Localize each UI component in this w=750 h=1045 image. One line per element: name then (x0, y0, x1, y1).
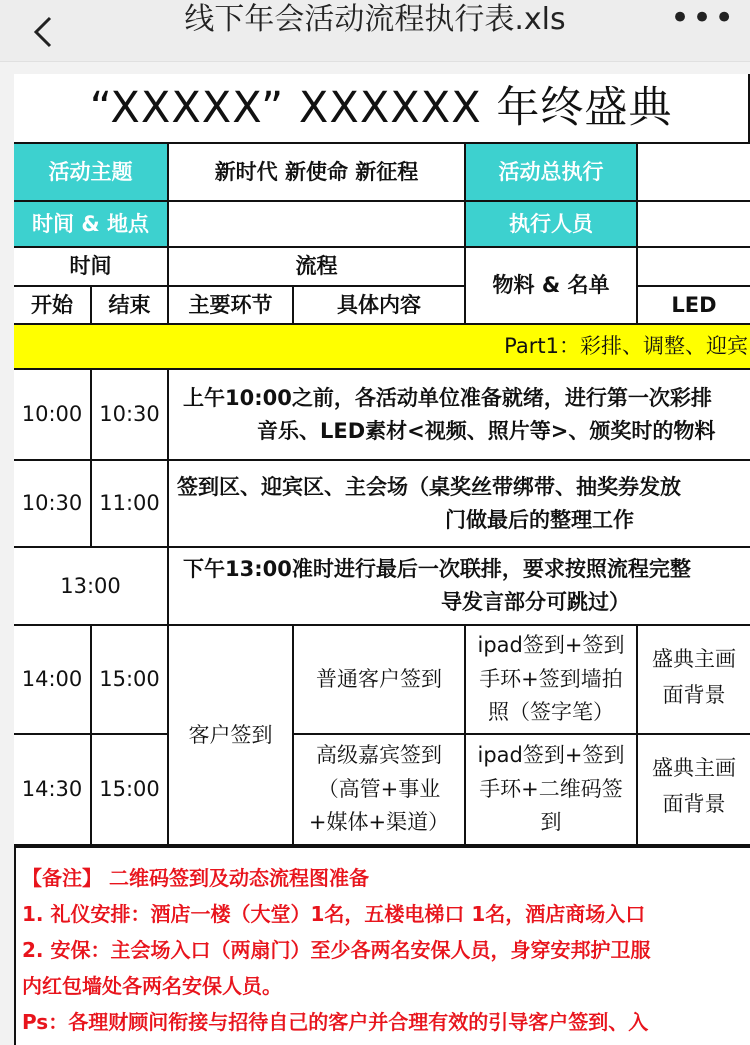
time-place-value[interactable] (169, 202, 466, 248)
start-header: 开始 (14, 287, 92, 325)
led-header: LED (638, 287, 750, 325)
main-step-header: 主要环节 (169, 287, 294, 325)
detail-header: 具体内容 (294, 287, 466, 325)
notes-line: 2. 安保：主会场入口（两扇门）至少各两名安保人员，身穿安邦护卫服 (22, 938, 651, 962)
theme-value[interactable]: 新时代 新使命 新征程 (169, 144, 466, 202)
row4-led-l1: 盛典主画 (652, 647, 736, 671)
notes-line: 1. 礼仪安排：酒店一楼（大堂）1名，五楼电梯口 1名，酒店商场入口 (22, 902, 646, 926)
flow-header: 流程 (169, 248, 466, 287)
row4-end[interactable]: 15:00 (92, 626, 169, 735)
row4-start[interactable]: 14:00 (14, 626, 92, 735)
row2-content-line2: 门做最后的整理工作 (445, 507, 634, 532)
file-title: 线下年会活动流程执行表.xls (184, 2, 566, 37)
row4-materials-l1: ipad签到+签到 (477, 633, 625, 658)
notes-heading: 【备注】 二维码签到及动态流程图准备 (22, 866, 369, 890)
notes-line: Ps：各理财顾问衔接与招待自己的客户并合理有效的引导客户签到、入 (22, 1010, 649, 1034)
staff-value[interactable] (638, 202, 750, 248)
row1-start[interactable]: 10:00 (14, 370, 92, 461)
row2-content-line1: 签到区、迎宾区、主会场（桌奖丝带绑带、抽奖券发放 (177, 474, 681, 499)
row2-end[interactable]: 11:00 (92, 461, 169, 548)
checkin-step[interactable]: 客户签到 (169, 626, 294, 846)
row4-materials-l3: 照（签字笔） (488, 700, 614, 725)
row5-end[interactable]: 15:00 (92, 735, 169, 846)
exec-value[interactable] (638, 144, 750, 202)
led-header-top (638, 248, 750, 287)
exec-label: 活动总执行 (466, 144, 638, 202)
row1-end[interactable]: 10:30 (92, 370, 169, 461)
row5-led-l1: 盛典主画 (652, 756, 736, 780)
row5-materials[interactable] (466, 735, 638, 846)
row5-start[interactable]: 14:30 (14, 735, 92, 846)
row5-detail-l1: 高级嘉宾签到 (316, 743, 442, 768)
row4-led-l2: 面背景 (662, 682, 726, 707)
row5-materials-l1: ipad签到+签到 (477, 743, 625, 768)
row3-content-line1: 下午13:00准时进行最后一次联排，要求按照流程完整 (183, 557, 691, 582)
part1-label: Part1：彩排、调整、迎宾 (504, 334, 748, 359)
end-header: 结束 (92, 287, 169, 325)
row4-led[interactable] (638, 626, 750, 735)
row3-content[interactable] (169, 548, 750, 626)
row5-detail-l2: （高管+事业 (317, 776, 441, 801)
materials-header: 物料 & 名单 (466, 248, 638, 325)
row3-content-line2: 导发言部分可跳过） (441, 590, 630, 614)
row5-materials-l3: 到 (540, 810, 562, 835)
notes-block[interactable] (14, 846, 750, 1045)
part1-row (14, 325, 750, 370)
notes-line: 内红包墙处各两名安保人员。 (22, 974, 282, 998)
chevron-left-icon (26, 12, 66, 52)
row5-detail[interactable] (294, 735, 466, 846)
row2-start[interactable]: 10:30 (14, 461, 92, 548)
row4-materials[interactable] (466, 626, 638, 735)
time-header: 时间 (14, 248, 169, 287)
theme-label: 活动主题 (14, 144, 169, 202)
row5-detail-l3: +媒体+渠道） (308, 810, 450, 835)
row1-content-line2: 音乐、LED素材<视频、照片等>、颁奖时的物料 (257, 418, 716, 443)
more-dots-icon[interactable]: ••• (670, 0, 737, 38)
banner-title: “XXXXX” XXXXXX 年终盛典 (14, 74, 750, 144)
row1-content[interactable] (169, 370, 750, 461)
time-place-label: 时间 & 地点 (14, 202, 169, 248)
row4-materials-l2: 手环+签到墙拍 (479, 666, 623, 691)
row5-materials-l2: 手环+二维码签 (479, 776, 623, 801)
row5-led-l2: 面背景 (662, 791, 726, 816)
back-button[interactable] (26, 12, 66, 52)
spreadsheet[interactable] (14, 74, 750, 1045)
staff-label: 执行人员 (466, 202, 638, 248)
top-bar (0, 0, 750, 62)
row1-content-line1: 上午10:00之前，各活动单位准备就绪，进行第一次彩排 (183, 385, 712, 410)
row3-time[interactable]: 13:00 (14, 548, 169, 626)
row5-led[interactable] (638, 735, 750, 846)
row2-content[interactable] (169, 461, 750, 548)
row4-detail[interactable]: 普通客户签到 (294, 626, 466, 735)
